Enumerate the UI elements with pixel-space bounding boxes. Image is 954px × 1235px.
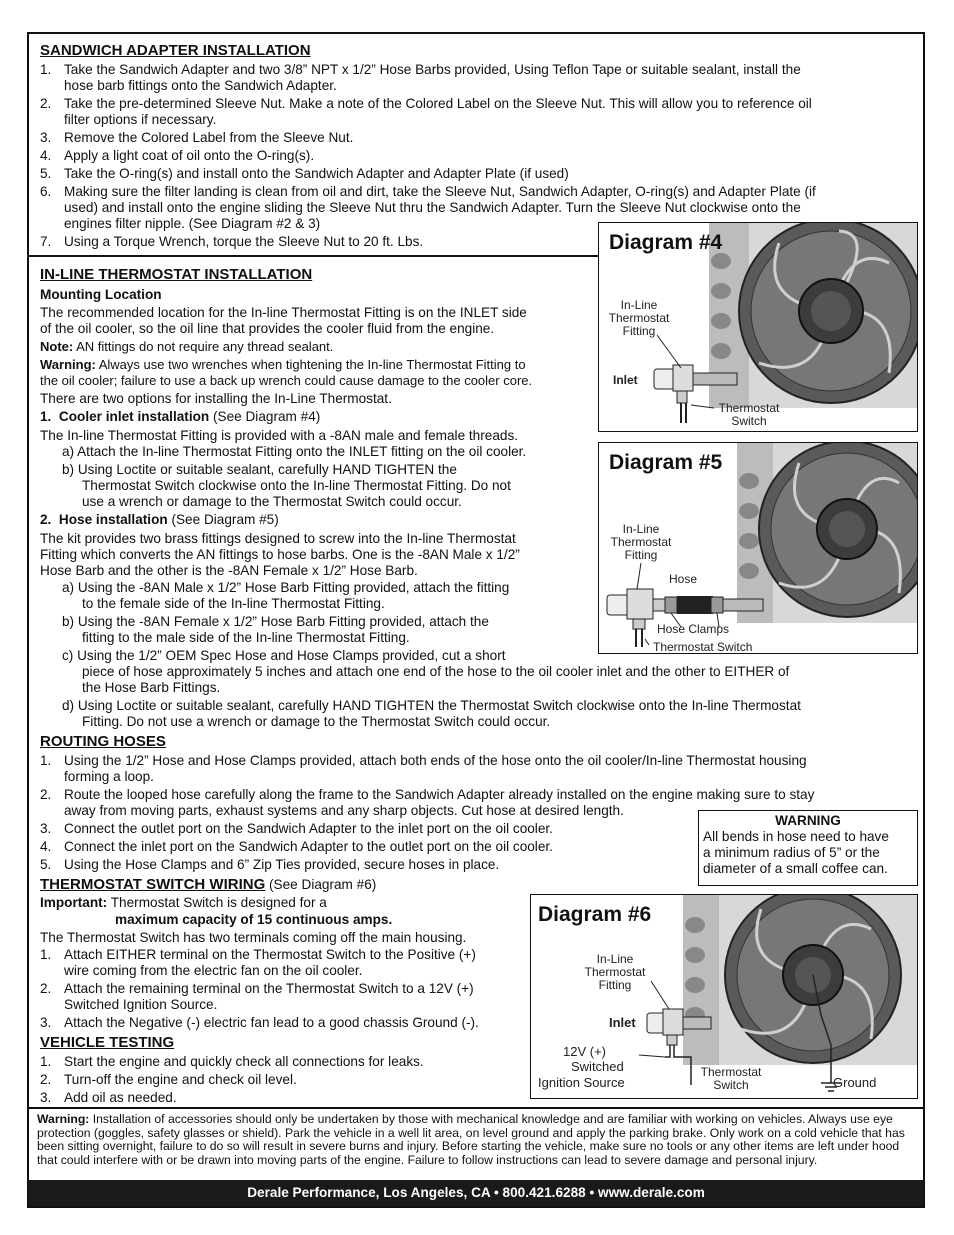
hose-warning-line-2: a minimum radius of 5” or the <box>703 845 880 860</box>
diagram-5-title: Diagram #5 <box>609 451 723 474</box>
opt2-intro-3: Hose Barb and the other is the -8AN Female x 1/2” Hose Barb. <box>40 563 418 578</box>
list-item-text: Attach the remaining terminal on the Thermostat Switch to a 12V (+) <box>64 981 474 996</box>
list-item-text: engines filter nipple. (See Diagram #2 & 3) <box>64 216 321 231</box>
wiring-intro: The Thermostat Switch has two terminals coming off the main housing. <box>40 930 467 945</box>
list-item <box>40 62 920 94</box>
list-item <box>40 96 920 128</box>
list-item-text: Take the O-ring(s) and install onto the Sandwich Adapter and Adapter Plate (if used) <box>64 166 569 181</box>
list-item-text: forming a loop. <box>64 769 154 784</box>
wiring-title: THERMOSTAT SWITCH WIRING <box>40 876 266 893</box>
diagram-6-ignition-label: Ignition Source <box>538 1075 625 1090</box>
mounting-title: Mounting Location <box>40 287 162 302</box>
opt2-a2: to the female side of the In-line Thermostat Fitting. <box>82 596 385 611</box>
diagram-6-ground-label: Ground <box>833 1075 877 1090</box>
opt1-b1: b) Using Loctite or suitable sealant, carefully HAND TIGHTEN the <box>62 462 457 477</box>
opt2-d1: d) Using Loctite or suitable sealant, carefully HAND TIGHTEN the Thermostat Switch clockwise onto the In-line Thermostat <box>62 698 801 713</box>
list-item <box>40 130 920 146</box>
list-item-text: Making sure the filter landing is clean from oil and dirt, take the Sleeve Nut, Sandwich Adapter, O-ring(s) and Adapter Plate (if <box>64 184 816 199</box>
list-item-number: 1. <box>40 753 52 768</box>
disclaimer-divider <box>29 1107 923 1109</box>
list-item-text: away from moving parts, exhaust systems and any sharp objects. Cut hose at desired length. <box>64 803 624 818</box>
warning-body: Always use two wrenches when tightening the In-line Thermostat Fitting to <box>95 357 526 372</box>
list-item-text: Add oil as needed. <box>64 1090 177 1105</box>
list-item-text: Using the 1/2” Hose and Hose Clamps provided, attach both ends of the hose onto the oil cooler/In-line Thermostat housing <box>64 753 807 768</box>
list-item <box>40 1090 540 1106</box>
opt2-num: 2. <box>40 512 52 527</box>
list-item-text: Connect the inlet port on the Sandwich Adapter to the outlet port on the oil cooler. <box>64 839 553 854</box>
diagram-4-switch-label: Thermostat Switch <box>718 401 780 428</box>
opt2-a1: a) Using the -8AN Male x 1/2” Hose Barb Fitting provided, attach the fitting <box>62 580 510 595</box>
disclaimer <box>37 1113 921 1167</box>
disclaimer-body: Installation of accessories should only be undertaken by those with mechanical knowledge and are familiar with working on vehicles. Always use eye protection (goggles, safety glasses or shield). Park the vehicle in a well lit area, on level ground and apply the parking brake. Only work on a cold vehicle that has been sitting overnight, failure to do so will result in severe burns and injury. Before starting the vehicle, make sure no tools or any other items are left under hood that could interfere with or be drawn into moving parts of the engine. Failure to follow instructions can lead to severe damage and personal injury. <box>37 1112 905 1167</box>
opt2-b1: b) Using the -8AN Female x 1/2” Hose Barb Fitting provided, attach the <box>62 614 489 629</box>
list-item <box>40 947 540 979</box>
diagram-5-inline-label: In-Line Thermostat Fitting <box>610 522 672 562</box>
list-item-number: 4. <box>40 148 52 163</box>
hose-warning-title: WARNING <box>775 813 841 828</box>
list-item-number: 2. <box>40 1072 52 1087</box>
diagram-5 <box>598 442 918 654</box>
sandwich-title: SANDWICH ADAPTER INSTALLATION <box>40 42 311 59</box>
warning-text-2: the oil cooler; failure to use a back up wrench could cause damage to the cooler core. <box>40 373 533 388</box>
list-item <box>40 981 540 1013</box>
list-item-number: 3. <box>40 130 52 145</box>
list-item-number: 4. <box>40 839 52 854</box>
hose-warning-line-1: All bends in hose need to have <box>703 829 889 844</box>
note-body: AN fittings do not require any thread sealant. <box>73 339 334 354</box>
important-label: Important: <box>40 895 108 910</box>
testing-title: VEHICLE TESTING <box>40 1034 175 1051</box>
diagram-5-switch-label: Thermostat Switch <box>653 640 753 654</box>
diagram-5-hose-label: Hose <box>669 572 698 586</box>
list-item-number: 1. <box>40 947 52 962</box>
list-item-number: 5. <box>40 166 52 181</box>
note-text <box>40 339 333 355</box>
options-text: There are two options for installing the In-Line Thermostat. <box>40 391 392 406</box>
list-item-text: Apply a light coat of oil onto the O-ring(s). <box>64 148 315 163</box>
opt1-a: a) Attach the In-line Thermostat Fitting onto the INLET fitting on the oil cooler. <box>62 444 527 459</box>
warning-text-1 <box>40 357 526 373</box>
list-item-text: wire coming from the electric fan on the oil cooler. <box>64 963 363 978</box>
diagram-6-switch-label: Thermostat Switch <box>700 1065 762 1092</box>
opt2-c2: piece of hose approximately 5 inches and attach one end of the hose to the oil cooler inlet and the other to EITHER of <box>82 664 790 679</box>
opt2-label: Hose installation <box>58 512 168 527</box>
list-item <box>40 753 920 785</box>
list-item-number: 2. <box>40 981 52 996</box>
diagram-6 <box>530 894 918 1099</box>
routing-title: ROUTING HOSES <box>40 733 166 750</box>
diagram-4-inlet-label: Inlet <box>613 373 638 387</box>
instruction-sheet <box>27 32 925 1208</box>
diagram-6-12v-label: 12V (+) <box>563 1044 606 1059</box>
opt2-c1: c) Using the 1/2” OEM Spec Hose and Hose Clamps provided, cut a short <box>62 648 506 663</box>
list-item-text: Start the engine and quickly check all connections for leaks. <box>64 1054 424 1069</box>
list-item-number: 3. <box>40 821 52 836</box>
list-item <box>40 1015 540 1031</box>
list-item-text: filter options if necessary. <box>64 112 217 127</box>
disclaimer-label: Warning: <box>37 1112 90 1126</box>
wiring-ref: (See Diagram #6) <box>265 877 377 892</box>
list-item-number: 3. <box>40 1090 52 1105</box>
list-item-text: Using a Torque Wrench, torque the Sleeve Nut to 20 ft. Lbs. <box>64 234 424 249</box>
opt1-intro: The In-line Thermostat Fitting is provided with a -8AN male and female threads. <box>40 428 519 443</box>
list-item-text: Route the looped hose carefully along the frame to the Sandwich Adapter already installed on the engine making sure to stay <box>64 787 815 802</box>
list-item <box>40 1072 540 1088</box>
diagram-6-inlet-label: Inlet <box>609 1015 636 1030</box>
diagram-4-inline-label: In-Line Thermostat Fitting <box>608 298 670 338</box>
mount-text-1: The recommended location for the In-line Thermostat Fitting is on the INLET side <box>40 305 527 320</box>
important-body: Thermostat Switch is designed for a <box>107 895 327 910</box>
list-item-text: Attach EITHER terminal on the Thermostat Switch to the Positive (+) <box>64 947 476 962</box>
opt1-b2: Thermostat Switch clockwise onto the In-line Thermostat Fitting. Do not <box>82 478 511 493</box>
diagram-4 <box>598 222 918 432</box>
section-divider <box>29 255 599 257</box>
list-item-text: Attach the Negative (-) electric fan lead to a good chassis Ground (-). <box>64 1015 479 1030</box>
list-item-number: 2. <box>40 96 52 111</box>
mount-text-2: of the oil cooler, so the oil line that provides the cooler fluid from the engine. <box>40 321 495 336</box>
opt1-b3: use a wrench or damage to the Thermostat Switch could occur. <box>82 494 462 509</box>
important-text <box>40 895 327 911</box>
option-2-heading <box>40 512 279 528</box>
list-item-number: 1. <box>40 62 52 77</box>
diagram-4-title: Diagram #4 <box>609 231 723 254</box>
diagram-6-switched-label: Switched <box>571 1059 624 1074</box>
list-item-number: 6. <box>40 184 52 199</box>
list-item-number: 3. <box>40 1015 52 1030</box>
opt1-label: Cooler inlet installation <box>58 409 210 424</box>
list-item-text: Switched Ignition Source. <box>64 997 218 1012</box>
opt2-ref: (See Diagram #5) <box>167 512 279 527</box>
opt2-c3: the Hose Barb Fittings. <box>82 680 221 695</box>
opt2-intro-1: The kit provides two brass fittings designed to screw into the In-line Thermostat <box>40 531 516 546</box>
list-item-text: Connect the outlet port on the Sandwich Adapter to the inlet port on the oil cooler. <box>64 821 553 836</box>
warning-label: Warning: <box>40 357 96 372</box>
list-item-text: used) and install onto the engine sliding the Sleeve Nut thru the Sandwich Adapter. Turn the Sleeve Nut clockwise onto the <box>64 200 801 215</box>
list-item-text: hose barb fittings onto the Sandwich Adapter. <box>64 78 337 93</box>
list-item <box>40 166 920 182</box>
note-label: Note: <box>40 339 74 354</box>
diagram-6-title: Diagram #6 <box>538 903 652 926</box>
list-item-text: Turn-off the engine and check oil level. <box>64 1072 297 1087</box>
opt2-intro-2: Fitting which converts the AN fittings to hose barbs. One is the -8AN Male x 1/2” <box>40 547 520 562</box>
wiring-heading <box>40 876 376 893</box>
list-item <box>40 1054 540 1070</box>
hose-warning-box <box>698 810 918 886</box>
diagram-5-clamps-label: Hose Clamps <box>657 622 730 636</box>
list-item-text: Remove the Colored Label from the Sleeve Nut. <box>64 130 354 145</box>
hose-warning-line-3: diameter of a small coffee can. <box>703 861 888 876</box>
footer: Derale Performance, Los Angeles, CA • 800.421.6288 • www.derale.com <box>29 1180 923 1206</box>
list-item-number: 1. <box>40 1054 52 1069</box>
opt2-d2: Fitting. Do not use a wrench or damage to the Thermostat Switch could occur. <box>82 714 551 729</box>
opt1-ref: (See Diagram #4) <box>209 409 321 424</box>
thermostat-title: IN-LINE THERMOSTAT INSTALLATION <box>40 266 313 283</box>
list-item-text: Take the Sandwich Adapter and two 3/8” NPT x 1/2” Hose Barbs provided, Using Teflon Tape or suitable sealant, install the <box>64 62 801 77</box>
opt2-b2: fitting to the male side of the In-line Thermostat Fitting. <box>82 630 410 645</box>
max-capacity: maximum capacity of 15 continuous amps. <box>115 912 393 927</box>
list-item-number: 5. <box>40 857 52 872</box>
opt1-num: 1. <box>40 409 52 424</box>
list-item-text: Take the pre-determined Sleeve Nut. Make a note of the Colored Label on the Sleeve Nut. This will allow you to reference oil <box>64 96 812 111</box>
list-item-text: Using the Hose Clamps and 6” Zip Ties provided, secure hoses in place. <box>64 857 500 872</box>
option-1-heading <box>40 409 320 425</box>
diagram-6-inline-label: In-Line Thermostat Fitting <box>584 952 646 992</box>
list-item <box>40 148 920 164</box>
list-item-number: 2. <box>40 787 52 802</box>
list-item-number: 7. <box>40 234 52 249</box>
